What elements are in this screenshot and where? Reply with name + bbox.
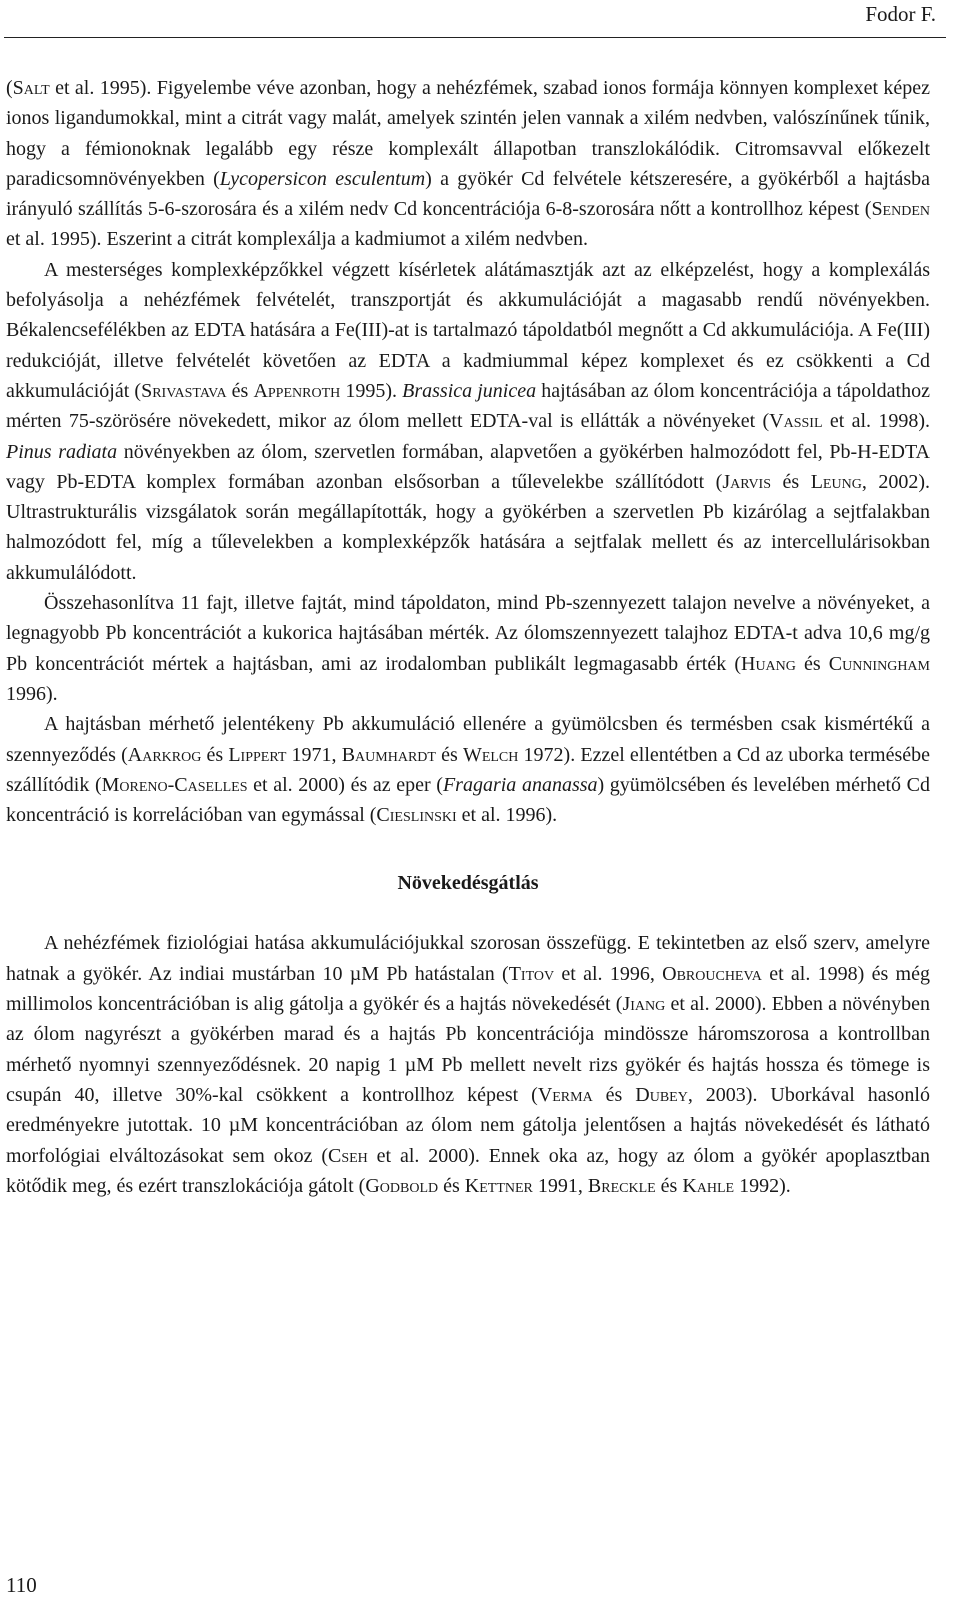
citation-author: Dubey	[635, 1083, 688, 1106]
paragraph-3: Összehasonlítva 11 fajt, illetve fajtát, mind tápoldaton, mind Pb-szennyezett talajon nevelve a növényeket, a legnagyobb Pb koncentrációt a kukorica hajtásában mérték. Az ólomszennyezett talajhoz EDTA-t adva 10,6 mg/g Pb koncentrációt mértek a hajtásban, ami az irodalomban publikált legmagasabb érték (Huang és Cunningham 1996).	[6, 592, 930, 705]
citation-author: Kahle	[682, 1174, 735, 1197]
citation-author: Welch	[462, 743, 519, 766]
citation-author: Lippert	[228, 743, 287, 766]
species-name: Fragaria ananassa	[442, 773, 598, 796]
citation-author: Cunningham	[828, 652, 930, 675]
article-body	[6, 73, 930, 1201]
citation-author: Cieslinski	[376, 804, 457, 827]
citation-author: Cseh	[328, 1144, 368, 1167]
citation-author: Appenroth	[253, 379, 341, 402]
citation-author: Leung	[810, 470, 862, 493]
paragraph-2: A mesterséges komplexképzőkkel végzett kísérletek alátámasztják azt az elképzelést, hogy a komplexálás befolyásolja a nehézfémek felvételét, transzportját és akkumulációját a magasabb rendű növényekben. Békalencsefélékben az EDTA hatására a Fe(III)-at is tartalmazó tápoldatból megnőtt a Cd akkumulációja. A Fe(III) redukcióját, illetve felvételét követően az EDTA a kadmiummal képez komplexet és ez csökkenti a Cd akkumulációját (Srivastava és Appenroth 1995). Brassica junicea hajtásában az ólom koncentrációja a tápoldathoz mérten 75-szörösére növekedett, mikor az ólom mellett EDTA-val is ellátták a növényeket (Vassil et al. 1998). Pinus radiata növényekben az ólom, szervetlen formában, alapvetően a gyökérben halmozódott fel, Pb-H-EDTA vagy Pb-EDTA komplex formában azonban elsősorban a tűlevelekbe szállítódott (Jarvis és Leung, 2002). Ultrastrukturális vizsgálatok során megállapították, hogy a gyökérben a szervetlen Pb kizárólag a sejtfalakban halmozódott fel, míg a tűlevelekben a komplexképzők hatására a sejtfalak mellett és az intercellulárisokban akkumulálódott.	[6, 258, 930, 584]
citation-author: Vassil	[769, 410, 823, 433]
citation-author: Jarvis	[722, 470, 771, 493]
citation-author: Aarkrog	[127, 743, 202, 766]
citation-author: Titov	[508, 962, 555, 985]
paragraph-1: (Salt et al. 1995). Figyelembe véve azonban, hogy a nehézfémek, szabad ionos formája könnyen komplexet képez ionos ligandumokkal, mint a citrát vagy malát, amelyek szintén jelen vannak a xilém nedvben, valószínűnek tűnik, hogy a fémionoknak legalább egy része komplexált állapotban transzlokálódik. Citromsavval előkezelt paradicsomnövényekben (Lycopersicon esculentum) a gyökér Cd felvétele kétszeresére, a gyökérből a hajtásba irányuló szállítás 5-6-szorosára és a xilém nedv Cd koncentrációja 6-8-szorosára nőtt a kontrollhoz képest (Senden et al. 1995). Eszerint a citrát komplexálja a kadmiumot a xilém nedvben.	[6, 77, 930, 251]
citation-author: Kettner	[464, 1174, 533, 1197]
citation-author: Jiang	[622, 993, 666, 1016]
citation-author: Srivastava	[141, 379, 227, 402]
paragraph-5: A nehézfémek fiziológiai hatása akkumulációjukkal szorosan összefügg. E tekintetben az első szerv, amelyre hatnak a gyökér. Az indiai mustárban 10 µM Pb hatástalan (Titov et al. 1996, Obroucheva et al. 1998) és még millimolos koncentrációban is alig gátolja a gyökér és a hajtás növekedését (Jiang et al. 2000). Ebben a növényben az ólom nagyrészt a gyökérben marad és a hajtás Pb koncentrációja mindössze háromszorosa a kontrollban mérhető nyomnyi szennyeződésnek. 20 napig 1 µM Pb mellett nevelt rizs gyökér és hajtás hossza és tömege is csupán 40, illetve 30%-kal csökkent a kontrollhoz képest (Verma és Dubey, 2003). Uborkával hasonló eredményekre jutottak. 10 µM koncentrációban az ólom nem gátolja jelentősen a hajtás növekedését és látható morfológiai elváltozásokat sem okoz (Cseh et al. 2000). Ennek oka az, hogy az ólom a gyökér apoplasztban kötődik meg, és ezért transzlokációja gátolt (Godbold és Kettner 1991, Breckle és Kahle 1992).	[6, 932, 930, 1197]
species-name: Pinus radiata	[6, 440, 118, 463]
species-name: Lycopersicon esculentum	[219, 167, 426, 190]
running-head: Fodor F.	[865, 2, 936, 26]
species-name: Brassica junicea	[402, 379, 537, 402]
citation-author: Senden	[871, 198, 930, 221]
page-number: 110	[6, 1573, 37, 1597]
citation-author: Moreno-Caselles	[101, 773, 248, 796]
section-heading: Növekedésgátlás	[397, 872, 539, 895]
citation-author: Salt	[12, 77, 50, 99]
header-rule	[4, 37, 946, 38]
citation-author: Huang	[741, 652, 796, 675]
citation-author: Breckle	[587, 1174, 656, 1197]
paragraph-4: A hajtásban mérhető jelentékeny Pb akkumuláció ellenére a gyümölcsben és termésben csak kismértékű a szennyeződés (Aarkrog és Lippert 1971, Baumhardt és Welch 1972). Ezzel ellentétben a Cd az uborka termésébe szállítódik (Moreno-Caselles et al. 2000) és az eper (Fragaria ananassa) gyümölcsében és levelében mérhető Cd koncentráció is korrelációban van egymással (Cieslinski et al. 1996).	[6, 713, 931, 827]
citation-author: Verma	[537, 1083, 593, 1106]
citation-author: Godbold	[365, 1174, 439, 1197]
citation-author: Baumhardt	[341, 743, 436, 766]
citation-author: Obroucheva	[662, 962, 762, 985]
